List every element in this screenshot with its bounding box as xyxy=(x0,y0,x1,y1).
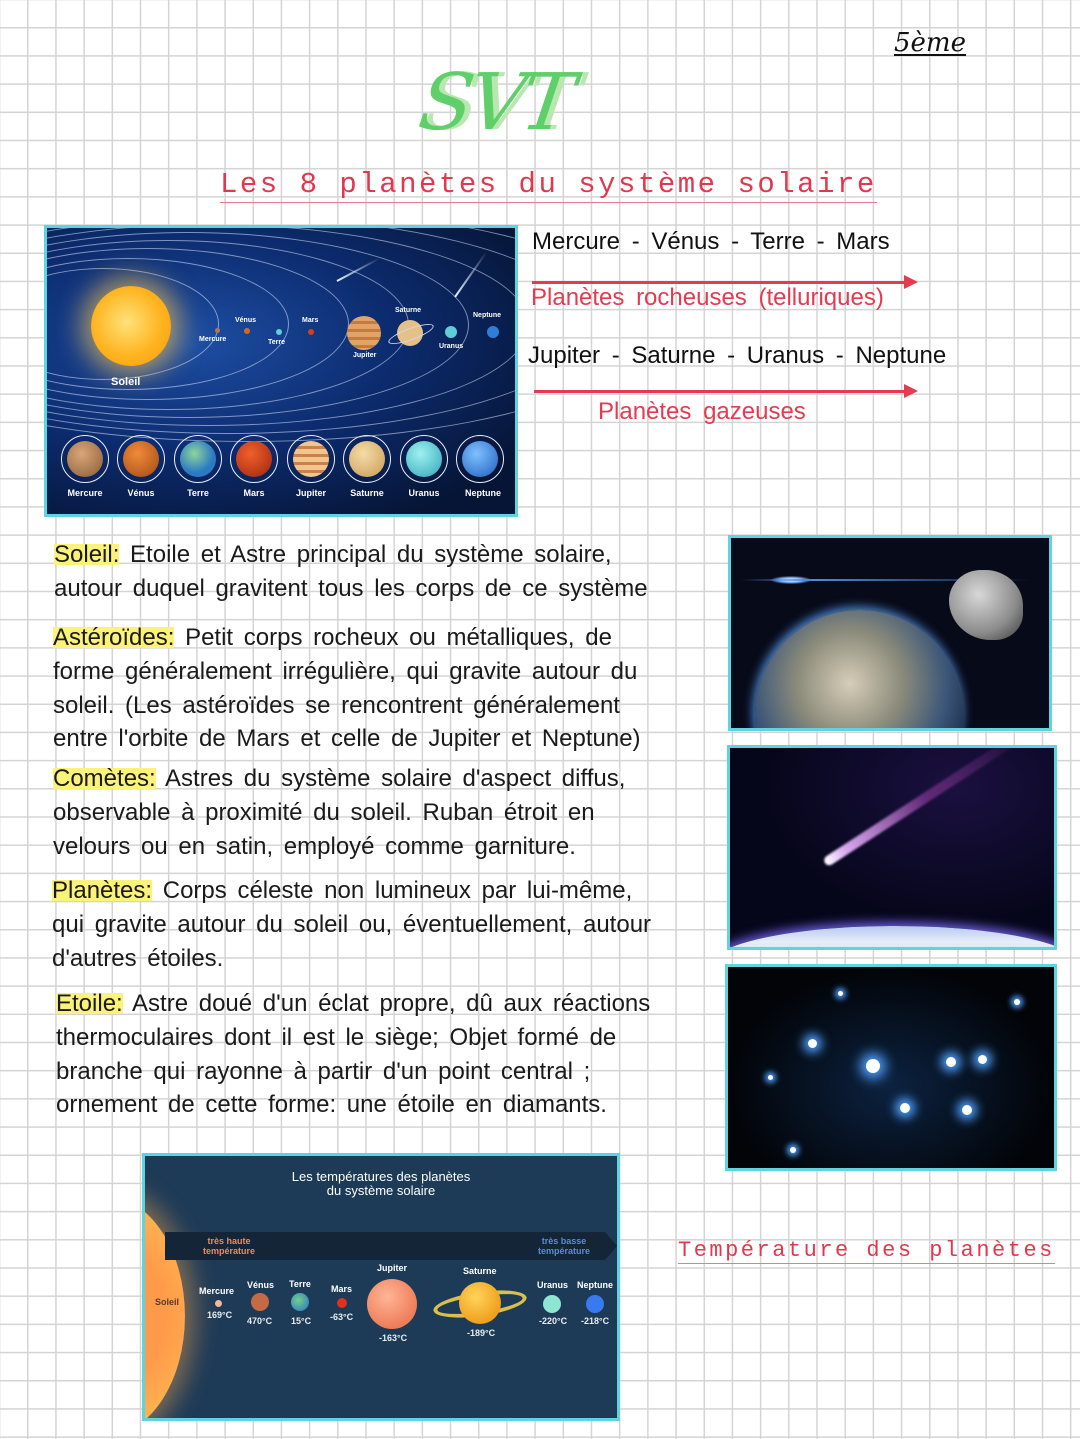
jupiter-icon xyxy=(347,316,381,350)
uranus-icon xyxy=(445,326,457,338)
sun-icon xyxy=(142,1196,185,1421)
comet-photo xyxy=(727,745,1057,950)
planet-name: Saturne xyxy=(463,1266,497,1276)
cold-label-line: très basse xyxy=(541,1236,587,1246)
definition-text: velours ou en satin, employé comme garniture. xyxy=(53,832,576,860)
definition-text: Petit corps rocheux ou métalliques, de xyxy=(185,624,612,651)
definition-text: autour duquel gravitent tous les corps de ce système xyxy=(54,574,648,602)
infographic-title-line: du système solaire xyxy=(326,1183,436,1198)
earth-icon xyxy=(276,329,282,335)
saturn-icon xyxy=(459,1282,501,1324)
planet-thumb-earth xyxy=(174,435,222,483)
planet-label: Mars xyxy=(243,488,265,498)
planet-name: Neptune xyxy=(577,1280,613,1290)
planet-label: Saturne xyxy=(350,488,384,498)
planet-thumb-saturn xyxy=(343,435,391,483)
infographic-title-line: Les températures des planètes xyxy=(291,1169,471,1184)
planet-thumb-jupiter xyxy=(287,435,335,483)
planet-label: Terre xyxy=(187,488,209,498)
definition-text: Etoile et Astre principal du système solaire, xyxy=(130,541,612,568)
temperature-heading: Température des planètes xyxy=(678,1238,1055,1263)
earth-icon xyxy=(755,610,965,731)
definition-text: qui gravite autour du soleil ou, éventuellement, autour xyxy=(52,910,652,938)
definition-etoile xyxy=(56,987,650,1122)
orbit-label: Mars xyxy=(302,317,319,324)
asteroid-photo xyxy=(728,535,1052,731)
definition-planetes xyxy=(52,874,651,975)
planet-label: Vénus xyxy=(127,488,155,498)
orbit-label: Jupiter xyxy=(353,352,377,359)
definition-text: observable à proximité du soleil. Ruban étroit en xyxy=(53,798,595,826)
planet-temperature: -220°C xyxy=(539,1316,568,1326)
planet-thumb-venus xyxy=(117,435,165,483)
orbit-label: Vénus xyxy=(235,317,257,324)
cold-label xyxy=(538,1236,590,1256)
hot-label-line: très haute xyxy=(207,1236,251,1246)
orbit-label: Saturne xyxy=(395,307,422,314)
hot-label-line: température xyxy=(203,1246,256,1256)
comet-icon xyxy=(822,745,1029,867)
planet-thumb-mars xyxy=(230,435,278,483)
planet-label: Mercure xyxy=(67,488,103,498)
sun-label: Soleil xyxy=(155,1297,180,1307)
uranus-icon xyxy=(543,1295,561,1313)
gas-planets-list: Jupiter - Saturne - Uranus - Neptune xyxy=(528,342,947,369)
orbit-label: Neptune xyxy=(473,312,501,319)
planet-temperature: 169°C xyxy=(207,1310,233,1320)
planet-temperature: -63°C xyxy=(330,1312,354,1322)
orbit-label: Uranus xyxy=(439,343,464,350)
hot-label xyxy=(203,1236,255,1256)
temperature-infographic xyxy=(142,1153,620,1421)
arrow-right-icon xyxy=(534,390,914,393)
page-title: Les 8 planètes du système solaire xyxy=(220,168,877,201)
solar-system-image xyxy=(44,225,518,517)
cold-label-line: température xyxy=(538,1246,591,1256)
planet-name: Vénus xyxy=(247,1280,275,1290)
term-highlight: Astéroïdes: xyxy=(53,624,175,651)
planet-temperature: 15°C xyxy=(291,1316,312,1326)
planet-horizon-icon xyxy=(727,926,1057,950)
earth-icon xyxy=(291,1293,309,1311)
term-highlight: Comètes: xyxy=(53,765,156,792)
definition-cometes xyxy=(53,762,625,863)
planet-name: Jupiter xyxy=(377,1263,408,1273)
star-cluster-photo xyxy=(725,964,1057,1171)
planet-label: Uranus xyxy=(408,488,440,498)
mercury-icon xyxy=(215,1300,222,1307)
infographic-title xyxy=(145,1170,617,1198)
planet-temperature: -163°C xyxy=(379,1333,408,1343)
planet-name: Terre xyxy=(289,1279,311,1289)
planet-name: Mars xyxy=(331,1284,353,1294)
mars-icon xyxy=(308,329,314,335)
venus-icon xyxy=(251,1293,269,1311)
jupiter-icon xyxy=(367,1279,417,1329)
rocky-planets-label: Planètes rocheuses (telluriques) xyxy=(531,284,884,311)
mercury-icon xyxy=(215,328,220,333)
definition-text: ornement de cette forme: une étoile en diamants. xyxy=(56,1091,607,1119)
term-highlight: Planètes: xyxy=(52,877,153,904)
neptune-icon xyxy=(487,326,499,338)
asteroid-icon xyxy=(949,570,1023,640)
definition-text: thermoculaires dont il est le siège; Objet formé de xyxy=(56,1023,617,1051)
planet-temperature: 470°C xyxy=(247,1316,273,1326)
definition-text: forme généralement irrégulière, qui gravite autour du xyxy=(53,657,638,685)
orbit-label: Mercure xyxy=(199,336,227,343)
planet-temperature: -218°C xyxy=(581,1316,610,1326)
definition-text: Astres du système solaire d'aspect diffus, xyxy=(165,765,626,792)
definition-soleil xyxy=(54,538,648,606)
gas-planets-label: Planètes gazeuses xyxy=(598,398,806,425)
planet-thumb-neptune xyxy=(456,435,504,483)
planet-label: Jupiter xyxy=(295,488,326,498)
sun-label: Soleil xyxy=(111,376,141,388)
planet-thumb-uranus xyxy=(400,435,448,483)
subject-title: SVT xyxy=(413,58,577,148)
mars-icon xyxy=(337,1298,347,1308)
grade-level: 5ème xyxy=(894,28,966,58)
definition-text: entre l'orbite de Mars et celle de Jupiter et Neptune) xyxy=(53,725,641,753)
definition-text: branche qui rayonne à partir d'un point central ; xyxy=(56,1057,591,1085)
term-highlight: Etoile: xyxy=(56,990,123,1017)
orbit-label: Terre xyxy=(268,339,285,346)
definition-text: Astre doué d'un éclat propre, dû aux réactions xyxy=(132,990,651,1017)
planet-temperature: -189°C xyxy=(467,1328,496,1338)
term-highlight: Soleil: xyxy=(54,541,120,568)
definition-text: Corps céleste non lumineux par lui-même, xyxy=(162,877,633,904)
definition-text: d'autres étoiles. xyxy=(52,944,224,972)
neptune-icon xyxy=(586,1295,604,1313)
definition-text: soleil. (Les astéroïdes se rencontrent généralement xyxy=(53,691,620,719)
planet-name: Mercure xyxy=(199,1286,235,1296)
planet-label: Neptune xyxy=(465,488,501,498)
venus-icon xyxy=(244,328,250,334)
planet-thumb-mercury xyxy=(61,435,109,483)
planet-name: Uranus xyxy=(537,1280,569,1290)
rocky-planets-list: Mercure - Vénus - Terre - Mars xyxy=(532,228,890,255)
definition-asteroides xyxy=(53,621,641,756)
sun-icon xyxy=(91,286,171,366)
